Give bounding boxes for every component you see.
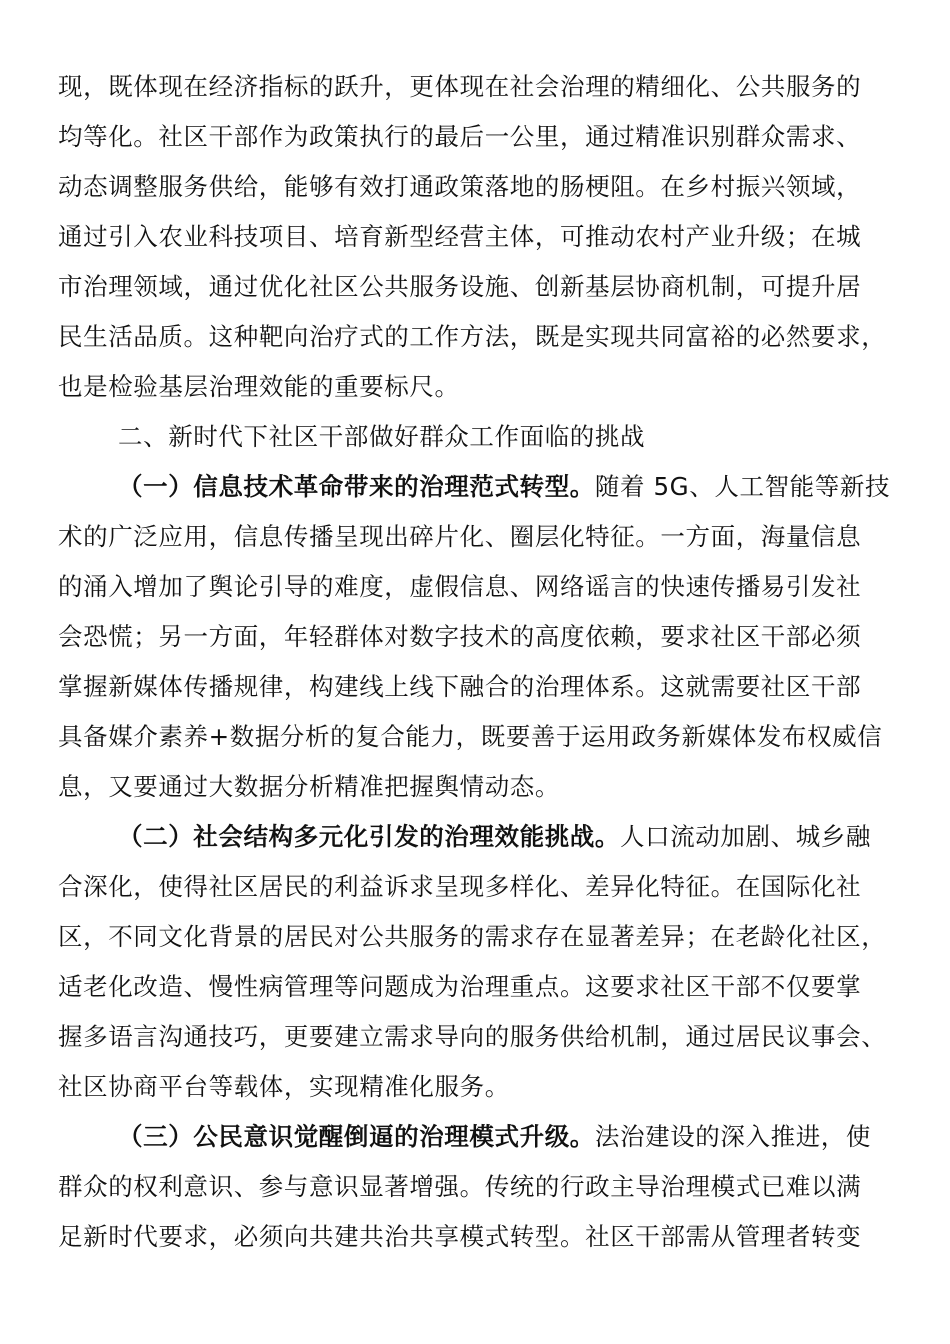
text-line: 握多语言沟通技巧，更要建立需求导向的服务供给机制，通过居民议事会、 — [58, 1022, 887, 1051]
subsection-title: （一）信息技术革命带来的治理范式转型。 — [118, 472, 595, 501]
text-line: 合深化，使得社区居民的利益诉求呈现多样化、差异化特征。在国际化社 — [58, 872, 862, 901]
text-line: 具备媒介素养+数据分析的复合能力，既要善于运用政务新媒体发布权威信 — [58, 722, 883, 751]
text-line: 也是检验基层治理效能的重要标尺。 — [58, 372, 460, 401]
subsection-first-line — [58, 812, 892, 862]
text-line: 民生活品质。这种靶向治疗式的工作方法，既是实现共同富裕的必然要求， — [58, 322, 887, 351]
text-span: 随着 5G、人工智能等新技 — [594, 472, 891, 501]
text-line: 适老化改造、慢性病管理等问题成为治理重点。这要求社区干部不仅要掌 — [58, 972, 862, 1001]
text-line: 会恐慌；另一方面，年轻群体对数字技术的高度依赖，要求社区干部必须 — [58, 622, 862, 651]
text-line: 区，不同文化背景的居民对公共服务的需求存在显著差异；在老龄化社区， — [58, 922, 887, 951]
text-line: 通过引入农业科技项目、培育新型经营主体，可推动农村产业升级；在城 — [58, 222, 862, 251]
text-line: 动态调整服务供给，能够有效打通政策落地的肠梗阻。在乡村振兴领域， — [58, 172, 862, 201]
subsection-title: （二）社会结构多元化引发的治理效能挑战。 — [118, 822, 620, 851]
subsection-first-line — [58, 1112, 892, 1162]
text-line: 足新时代要求，必须向共建共治共享模式转型。社区干部需从管理者转变 — [58, 1222, 862, 1251]
text-span: 法治建设的深入推进，使 — [594, 1122, 872, 1151]
text-line: 现，既体现在经济指标的跃升，更体现在社会治理的精细化、公共服务的 — [58, 72, 862, 101]
text-line: 的涌入增加了舆论引导的难度，虚假信息、网络谣言的快速传播易引发社 — [58, 572, 862, 601]
text-line: 掌握新媒体传播规律，构建线上线下融合的治理体系。这就需要社区干部 — [58, 672, 862, 701]
text-line: 群众的权利意识、参与意识显著增强。传统的行政主导治理模式已难以满 — [58, 1172, 862, 1201]
text-line: 社区协商平台等载体，实现精准化服务。 — [58, 1072, 510, 1101]
subsection-first-line — [58, 462, 892, 512]
section-heading: 二、新时代下社区干部做好群众工作面临的挑战 — [118, 422, 646, 451]
subsection-title: （三）公民意识觉醒倒逼的治理模式升级。 — [118, 1122, 595, 1151]
text-line: 息，又要通过大数据分析精准把握舆情动态。 — [58, 772, 560, 801]
text-line: 均等化。社区干部作为政策执行的最后一公里，通过精准识别群众需求、 — [58, 122, 862, 151]
text-line: 市治理领域，通过优化社区公共服务设施、创新基层协商机制，可提升居 — [58, 272, 862, 301]
text-span: 人口流动加剧、城乡融 — [620, 822, 871, 851]
document-page — [58, 62, 892, 1262]
text-line: 术的广泛应用，信息传播呈现出碎片化、圈层化特征。一方面，海量信息 — [58, 522, 862, 551]
